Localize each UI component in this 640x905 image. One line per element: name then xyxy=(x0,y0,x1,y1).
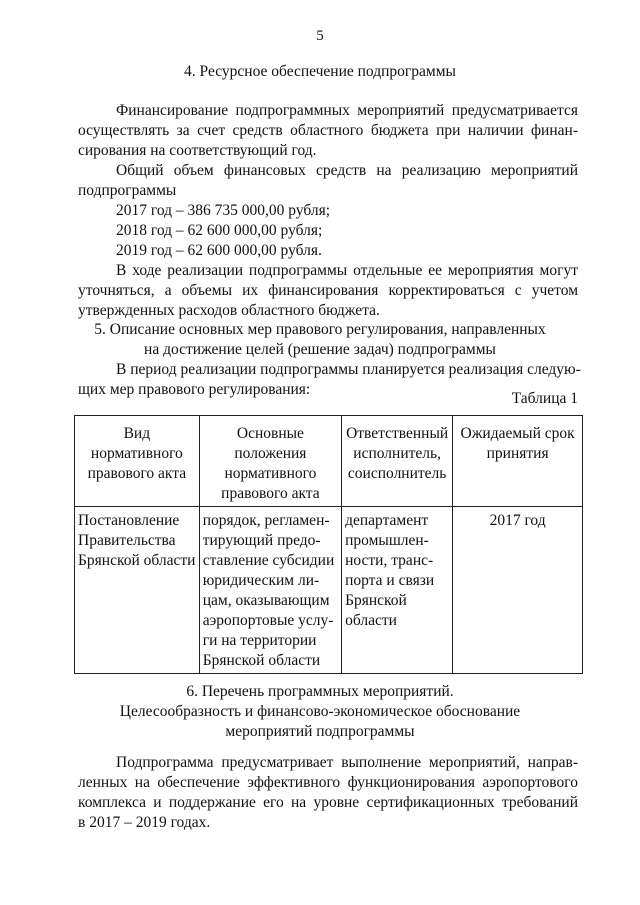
cell-line: нормативного xyxy=(224,465,317,482)
text-line: Финансирование подпрограммных мероприятий предусматривается xyxy=(116,102,578,119)
column-header-act-type xyxy=(75,416,200,507)
funding-year-2018: 2018 год – 62 600 000,00 рубля; xyxy=(116,222,323,239)
cell-line: Брянской xyxy=(345,592,407,609)
text-line: в 2017 – 2019 годах. xyxy=(78,814,211,831)
cell-responsible xyxy=(342,507,453,674)
text-line: сирования на соответствующий год. xyxy=(78,142,317,159)
heading-line: на достижение целей (решение задач) подпрограммы xyxy=(144,341,496,358)
cell-line: тирующий предо- xyxy=(202,532,321,549)
cell-line: ги на территории xyxy=(202,632,317,649)
section-4-paragraph-1 xyxy=(78,101,578,161)
cell-line: принятия xyxy=(486,445,549,462)
cell-line: юридическим ли- xyxy=(202,572,320,589)
cell-line: порядок, регламен- xyxy=(202,512,330,529)
cell-line: цам, оказывающим xyxy=(202,592,330,609)
heading-line: 5. Описание основных мер правового регулирования, направленных xyxy=(94,321,546,338)
cell-line: правового акта xyxy=(87,465,187,482)
page-number: 5 xyxy=(316,28,324,44)
cell-line: Брянской области xyxy=(78,552,196,569)
heading-line: Целесообразность и финансово-экономическое обоснование xyxy=(119,703,521,720)
text-line: подпрограммы xyxy=(78,182,177,199)
funding-by-year-list xyxy=(78,201,578,261)
text-line: комплекса и поддержание его на уровне сертификационных требований xyxy=(78,794,578,811)
cell-line: Ожидаемый срок xyxy=(460,425,575,442)
heading-line: 6. Перечень программных мероприятий. xyxy=(186,683,454,700)
cell-line: положения xyxy=(234,445,307,462)
cell-line: соисполнитель xyxy=(347,465,447,482)
cell-line: Правительства xyxy=(78,532,176,549)
text-line: осуществлять за счет средств областного бюджета при наличии финан- xyxy=(78,122,578,139)
text-line: Подпрограмма предусматривает выполнение мероприятий, направ- xyxy=(116,754,578,771)
cell-act-type xyxy=(75,507,200,674)
text-line: утвержденных расходов областного бюджета. xyxy=(78,302,380,319)
table-caption: Таблица 1 xyxy=(511,390,578,407)
cell-line: Вид xyxy=(123,425,151,442)
text-line: Общий объем финансовых средств на реализацию мероприятий xyxy=(116,162,578,179)
cell-line: нормативного xyxy=(90,445,183,462)
cell-line: аэропортовые услу- xyxy=(202,612,334,629)
column-header-responsible xyxy=(342,416,453,507)
cell-line: исполнитель, xyxy=(353,445,441,462)
cell-line: правового акта xyxy=(221,485,320,502)
cell-line: Брянской области xyxy=(202,652,321,669)
legal-regulation-table xyxy=(74,415,583,674)
cell-expected-date xyxy=(453,507,583,674)
table-header-row xyxy=(75,416,583,507)
section-4-paragraph-3 xyxy=(78,261,578,321)
cell-line: порта и связи xyxy=(345,572,435,589)
column-header-provisions xyxy=(199,416,341,507)
section-6-heading xyxy=(0,682,640,742)
column-header-expected-date xyxy=(453,416,583,507)
section-5-intro xyxy=(78,360,581,400)
heading-line: мероприятий подпрограммы xyxy=(225,723,415,740)
cell-line: промышлен- xyxy=(345,532,429,549)
text-line: В период реализации подпрограммы планируется реализация следую- xyxy=(116,361,581,378)
cell-line: ности, транс- xyxy=(345,552,434,569)
cell-line: области xyxy=(345,612,397,629)
cell-line: Ответственный xyxy=(346,425,449,442)
cell-line: департамент xyxy=(345,512,429,529)
table-row xyxy=(75,507,583,674)
text-line: В ходе реализации подпрограммы отдельные ее мероприятия могут xyxy=(116,262,578,279)
cell-provisions xyxy=(199,507,341,674)
funding-year-2019: 2019 год – 62 600 000,00 рубля. xyxy=(116,242,322,259)
text-line: ленных на обеспечение эффективного функционирования аэропортового xyxy=(78,774,578,791)
section-6-paragraph-1 xyxy=(78,753,578,833)
section-4-heading: 4. Ресурсное обеспечение подпрограммы xyxy=(184,63,456,80)
cell-line: Основные xyxy=(236,425,304,442)
cell-line: ставление субсидии xyxy=(202,552,335,569)
funding-year-2017: 2017 год – 386 735 000,00 рубля; xyxy=(116,202,331,219)
cell-line: Постановление xyxy=(78,512,180,529)
cell-line: 2017 год xyxy=(489,512,546,529)
text-line: щих мер правового регулирования: xyxy=(78,381,311,398)
text-line: уточняться, а объемы их финансирования корректироваться с учетом xyxy=(78,282,578,299)
section-5-heading xyxy=(0,320,640,360)
section-4-paragraph-2 xyxy=(78,161,578,201)
